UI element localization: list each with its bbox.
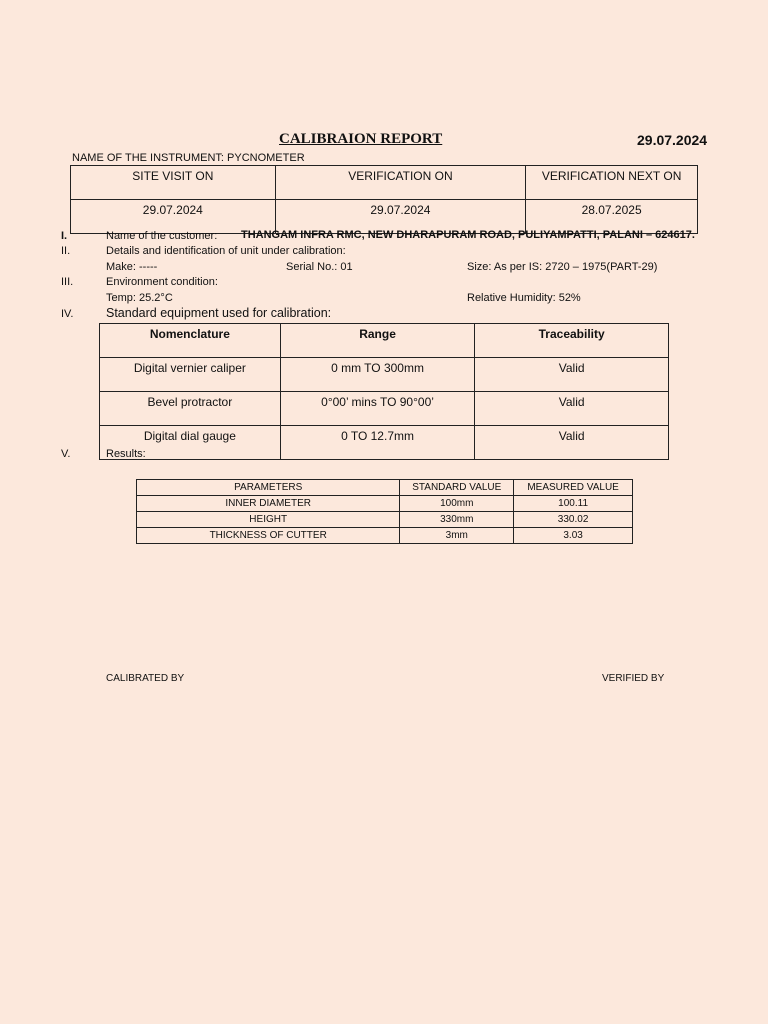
table-cell: HEIGHT <box>137 512 400 528</box>
temp-field: Temp: 25.2°C <box>106 292 173 304</box>
table-cell: INNER DIAMETER <box>137 496 400 512</box>
table-cell: 330mm <box>400 512 514 528</box>
table-cell: Bevel protractor <box>100 392 281 426</box>
table-header-cell: STANDARD VALUE <box>400 480 514 496</box>
results-label: Results: <box>106 448 146 460</box>
verified-by-label: VERIFIED BY <box>602 673 665 684</box>
table-cell: 0 mm TO 300mm <box>280 358 475 392</box>
table-header-cell: Range <box>280 324 475 358</box>
section-number: V. <box>61 448 71 460</box>
serial-field: Serial No.: 01 <box>286 261 353 273</box>
table-header-cell: SITE VISIT ON <box>71 166 276 200</box>
table-row <box>137 512 633 528</box>
section-number: II. <box>61 245 71 257</box>
section-number: III. <box>61 276 74 288</box>
environment-label: Environment condition: <box>106 276 218 288</box>
visit-table <box>70 165 698 234</box>
table-cell: 29.07.2024 <box>275 200 526 234</box>
table-row <box>137 496 633 512</box>
table-header-cell: Traceability <box>475 324 669 358</box>
table-row <box>137 528 633 544</box>
customer-label: Name of the customer: <box>106 230 218 242</box>
report-title: CALIBRAION REPORT <box>279 131 443 147</box>
customer-value: THANGAM INFRA RMC, NEW DHARAPURAM ROAD, PULIYAMPATTI, PALANI – 624617. <box>241 229 695 241</box>
table-header-cell: Nomenclature <box>100 324 281 358</box>
size-field: Size: As per IS: 2720 – 1975(PART-29) <box>467 261 658 273</box>
section-number: I. <box>61 230 68 242</box>
table-cell: THICKNESS OF CUTTER <box>137 528 400 544</box>
table-cell: Valid <box>475 426 669 460</box>
table-header-cell: VERIFICATION ON <box>275 166 526 200</box>
table-cell: 3.03 <box>514 528 633 544</box>
equipment-table <box>99 323 669 460</box>
make-field: Make: ----- <box>106 261 158 273</box>
table-cell: Digital vernier caliper <box>100 358 281 392</box>
table-header-cell: PARAMETERS <box>137 480 400 496</box>
table-cell: 0°00’ mins TO 90°00’ <box>280 392 475 426</box>
table-header-cell: VERIFICATION NEXT ON <box>526 166 698 200</box>
table-row <box>100 324 669 358</box>
table-cell: 3mm <box>400 528 514 544</box>
results-table <box>136 479 633 544</box>
table-row <box>100 358 669 392</box>
table-cell: 0 TO 12.7mm <box>280 426 475 460</box>
equipment-label: Standard equipment used for calibration: <box>106 306 332 320</box>
table-cell: Valid <box>475 392 669 426</box>
report-date: 29.07.2024 <box>637 132 708 148</box>
table-cell: Valid <box>475 358 669 392</box>
table-cell: 100.11 <box>514 496 633 512</box>
calibrated-by-label: CALIBRATED BY <box>106 673 185 684</box>
table-row <box>137 480 633 496</box>
table-row <box>100 392 669 426</box>
table-header-cell: MEASURED VALUE <box>514 480 633 496</box>
humidity-field: Relative Humidity: 52% <box>467 292 581 304</box>
table-row <box>100 426 669 460</box>
table-cell: 100mm <box>400 496 514 512</box>
unit-details-label: Details and identification of unit under calibration: <box>106 245 346 257</box>
table-cell: 29.07.2024 <box>71 200 276 234</box>
table-row <box>71 166 698 200</box>
table-cell: 330.02 <box>514 512 633 528</box>
instrument-name: NAME OF THE INSTRUMENT: PYCNOMETER <box>72 152 305 164</box>
table-cell: 28.07.2025 <box>526 200 698 234</box>
table-cell: Digital dial gauge <box>100 426 281 460</box>
section-number: IV. <box>61 308 74 320</box>
